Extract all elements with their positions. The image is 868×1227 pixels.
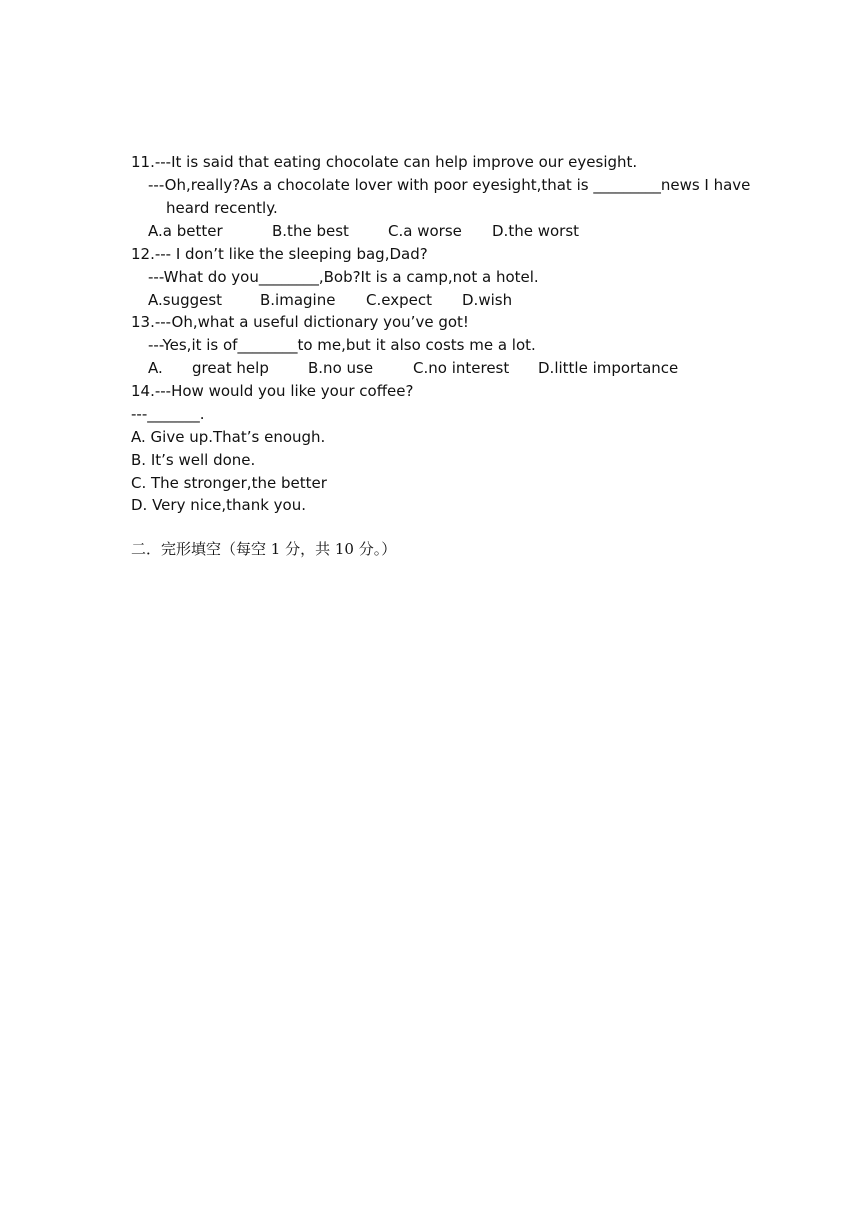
q14-reply-line1: ---_______. bbox=[131, 405, 205, 423]
section-heading: 二．完形填空（每空 1 分，共 10 分。） bbox=[131, 540, 397, 558]
q13-prompt: 13.---Oh,what a useful dictionary you’ve got! bbox=[131, 313, 469, 331]
q12-option-b: B.imagine bbox=[260, 291, 336, 309]
q12-prompt: 12.--- I don’t like the sleeping bag,Dad? bbox=[131, 245, 428, 263]
q12-option-a: A.suggest bbox=[148, 291, 223, 309]
q12-reply-line1: ---What do you________,Bob?It is a camp,not a hotel. bbox=[148, 268, 539, 286]
q11-reply-line2: heard recently. bbox=[166, 199, 278, 217]
q11-option-a: A.a better bbox=[148, 222, 223, 240]
q13-reply-line1: ---Yes,it is of________to me,but it also costs me a lot. bbox=[148, 336, 536, 354]
q11-option-c: C.a worse bbox=[388, 222, 462, 240]
q13-option-a-letter: A. bbox=[148, 359, 163, 377]
q14-option-d: D. Very nice,thank you. bbox=[131, 496, 307, 514]
q11-reply-line1: ---Oh,really?As a chocolate lover with poor eyesight,that is _________news I have bbox=[148, 176, 751, 194]
q14-option-b: B. It’s well done. bbox=[131, 451, 256, 469]
q13-option-b: B.no use bbox=[308, 359, 374, 377]
q14-option-c: C. The stronger,the better bbox=[131, 474, 327, 492]
q11-option-d: D.the worst bbox=[492, 222, 580, 240]
q13-option-a-text: great help bbox=[192, 359, 269, 377]
q13-option-c: C.no interest bbox=[413, 359, 510, 377]
q14-option-a: A. Give up.That’s enough. bbox=[131, 428, 326, 446]
q11-prompt: 11.---It is said that eating chocolate can help improve our eyesight. bbox=[131, 153, 638, 171]
q11-option-b: B.the best bbox=[272, 222, 349, 240]
q12-option-d: D.wish bbox=[462, 291, 513, 309]
q13-option-d: D.little importance bbox=[538, 359, 679, 377]
q14-prompt: 14.---How would you like your coffee? bbox=[131, 382, 414, 400]
q12-option-c: C.expect bbox=[366, 291, 432, 309]
